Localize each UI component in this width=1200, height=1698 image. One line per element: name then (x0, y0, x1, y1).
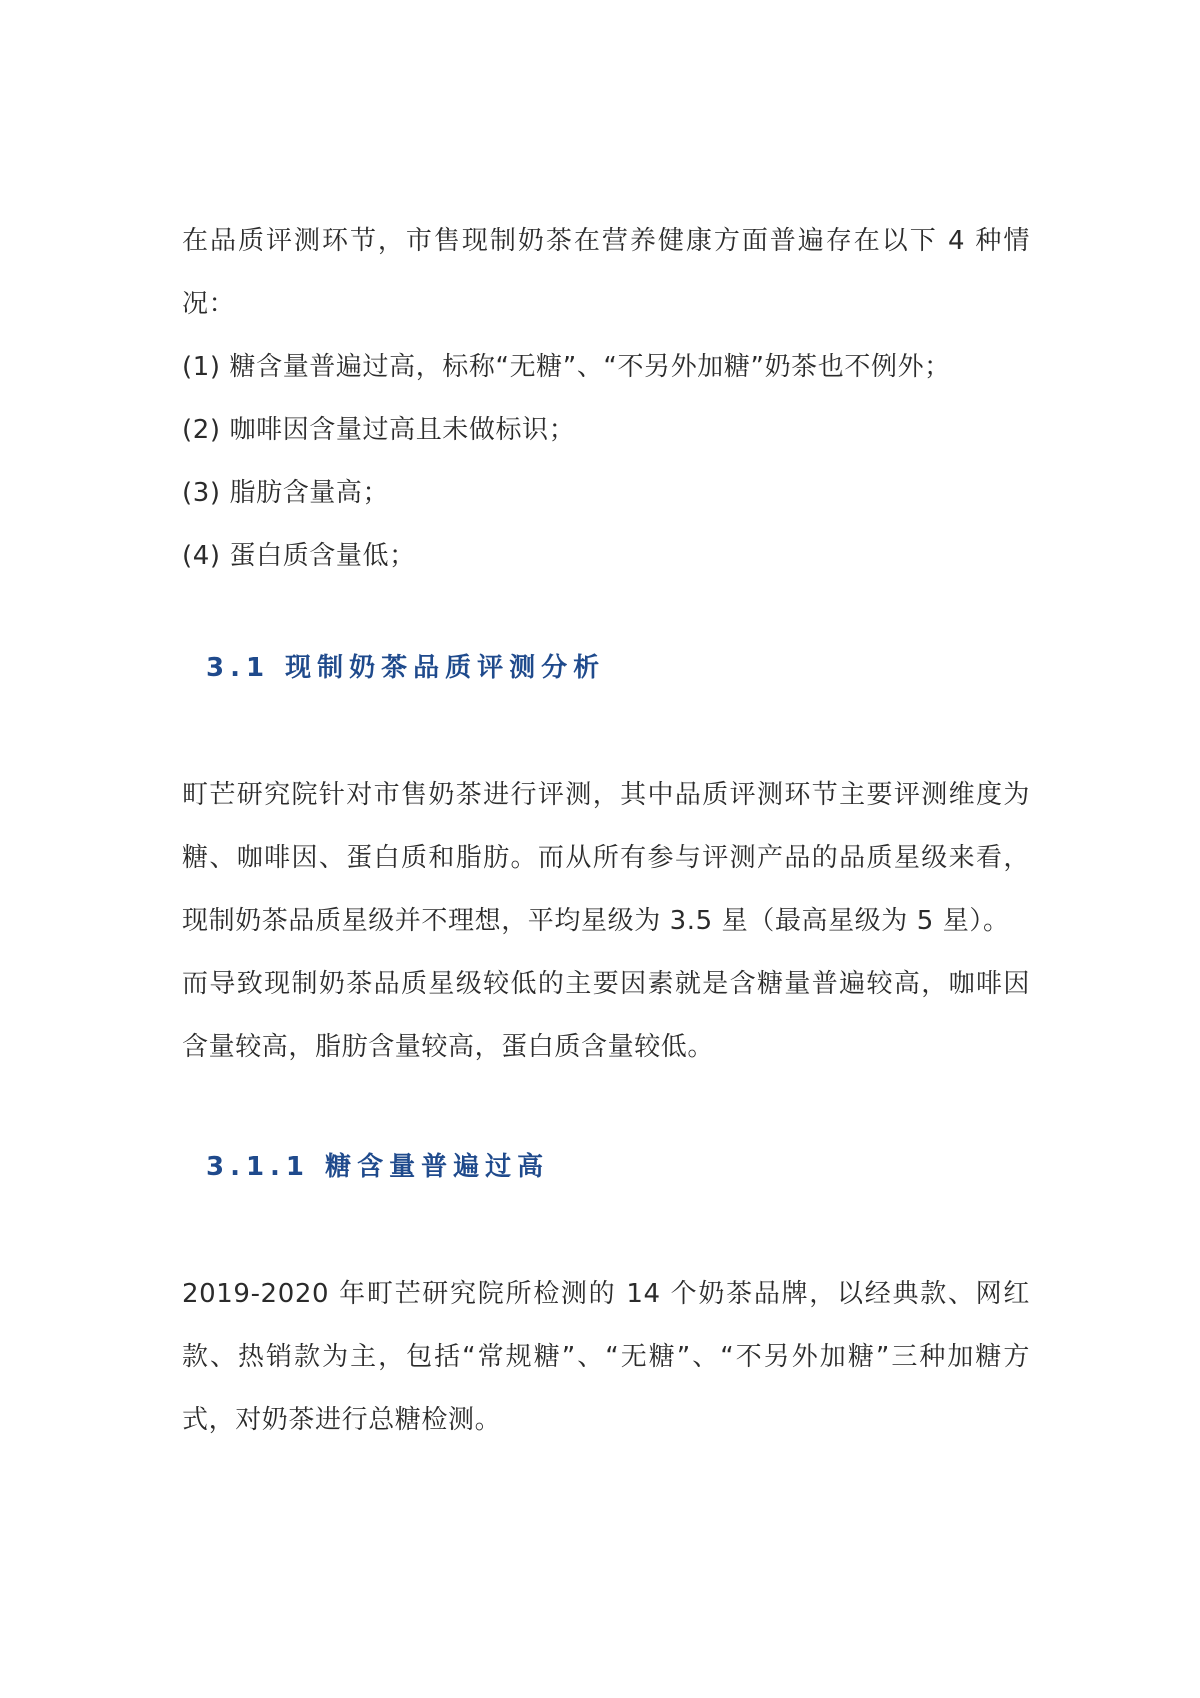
page-content (182, 210, 1030, 1452)
intro-paragraph: 在品质评测环节，市售现制奶茶在营养健康方面普遍存在以下 4 种情况： (182, 226, 1030, 319)
section-heading-3-1: 3.1 现制奶茶品质评测分析 (206, 653, 606, 683)
list-item-fat: (3) 脂肪含量高； (182, 478, 390, 508)
list-item-protein: (4) 蛋白质含量低； (182, 541, 416, 571)
section-heading-3-1-1: 3.1.1 糖含量普遍过高 (206, 1152, 550, 1182)
list-item-sugar: (1) 糖含量普遍过高，标称“无糖”、“不另外加糖”奶茶也不例外； (182, 352, 951, 382)
section-3-1-1-paragraph: 2019-2020 年町芒研究院所检测的 14 个奶茶品牌，以经典款、网红款、热销款为主，包括“常规糖”、“无糖”、“不另外加糖”三种加糖方式，对奶茶进行总糖检测。 (182, 1279, 1030, 1435)
list-item-caffeine: (2) 咖啡因含量过高且未做标识； (182, 415, 576, 445)
section-3-1-paragraph-1: 町芒研究院针对市售奶茶进行评测，其中品质评测环节主要评测维度为糖、咖啡因、蛋白质和脂肪。而从所有参与评测产品的品质星级来看，现制奶茶品质星级并不理想，平均星级为 3.5 星（最高星级为 5 星）。 (182, 780, 1030, 936)
section-3-1-paragraph-2: 而导致现制奶茶品质星级较低的主要因素就是含糖量普遍较高，咖啡因含量较高，脂肪含量较高，蛋白质含量较低。 (182, 969, 1030, 1062)
